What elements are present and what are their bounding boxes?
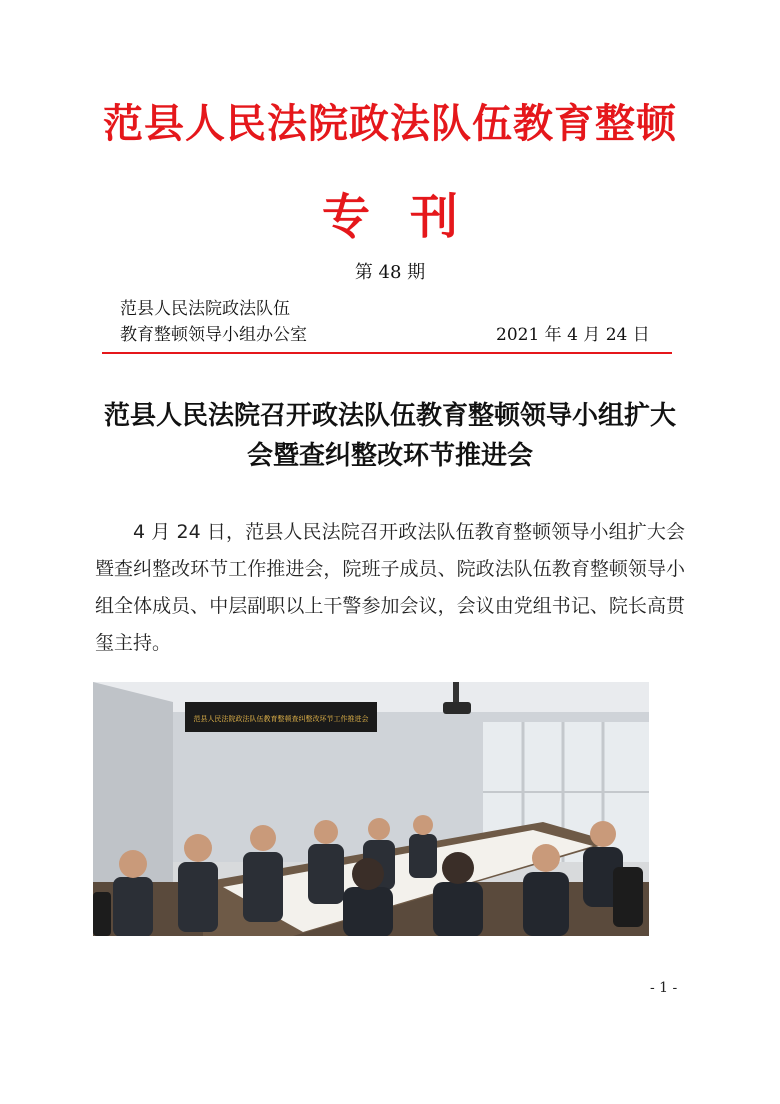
red-divider	[102, 352, 672, 354]
masthead-subtitle: 专刊	[321, 189, 498, 245]
article-title-line-2: 会暨查纠整改环节推进会	[246, 441, 533, 471]
article-title-line-1: 范县人民法院召开政法队伍教育整顿领导小组扩大	[103, 401, 676, 431]
meeting-photo-illustration	[93, 682, 649, 936]
meeting-photo	[93, 682, 649, 936]
page-number: - 1 -	[650, 980, 678, 996]
issue-date: 2021 年 4 月 24 日	[496, 325, 650, 345]
issue-number: 第 48 期	[354, 262, 426, 283]
led-banner-text: 范县人民法院政法队伍教育整顿查纠整改环节工作推进会	[193, 715, 369, 723]
article-title	[90, 396, 690, 476]
issuer-line-2: 教育整顿领导小组办公室	[120, 325, 307, 345]
masthead-title: 范县人民法院政法队伍教育整顿	[103, 100, 677, 147]
article-paragraph: 4 月 24 日，范县人民法院召开政法队伍教育整顿领导小组扩大会暨查纠整改环节工作推进会，院班子成员、院政法队伍教育整顿领导小组全体成员、中层副职以上干警参加会议，会议由党组书记、院长高贯玺主持。	[95, 521, 685, 654]
issuer-line-1: 范县人民法院政法队伍	[120, 299, 290, 319]
